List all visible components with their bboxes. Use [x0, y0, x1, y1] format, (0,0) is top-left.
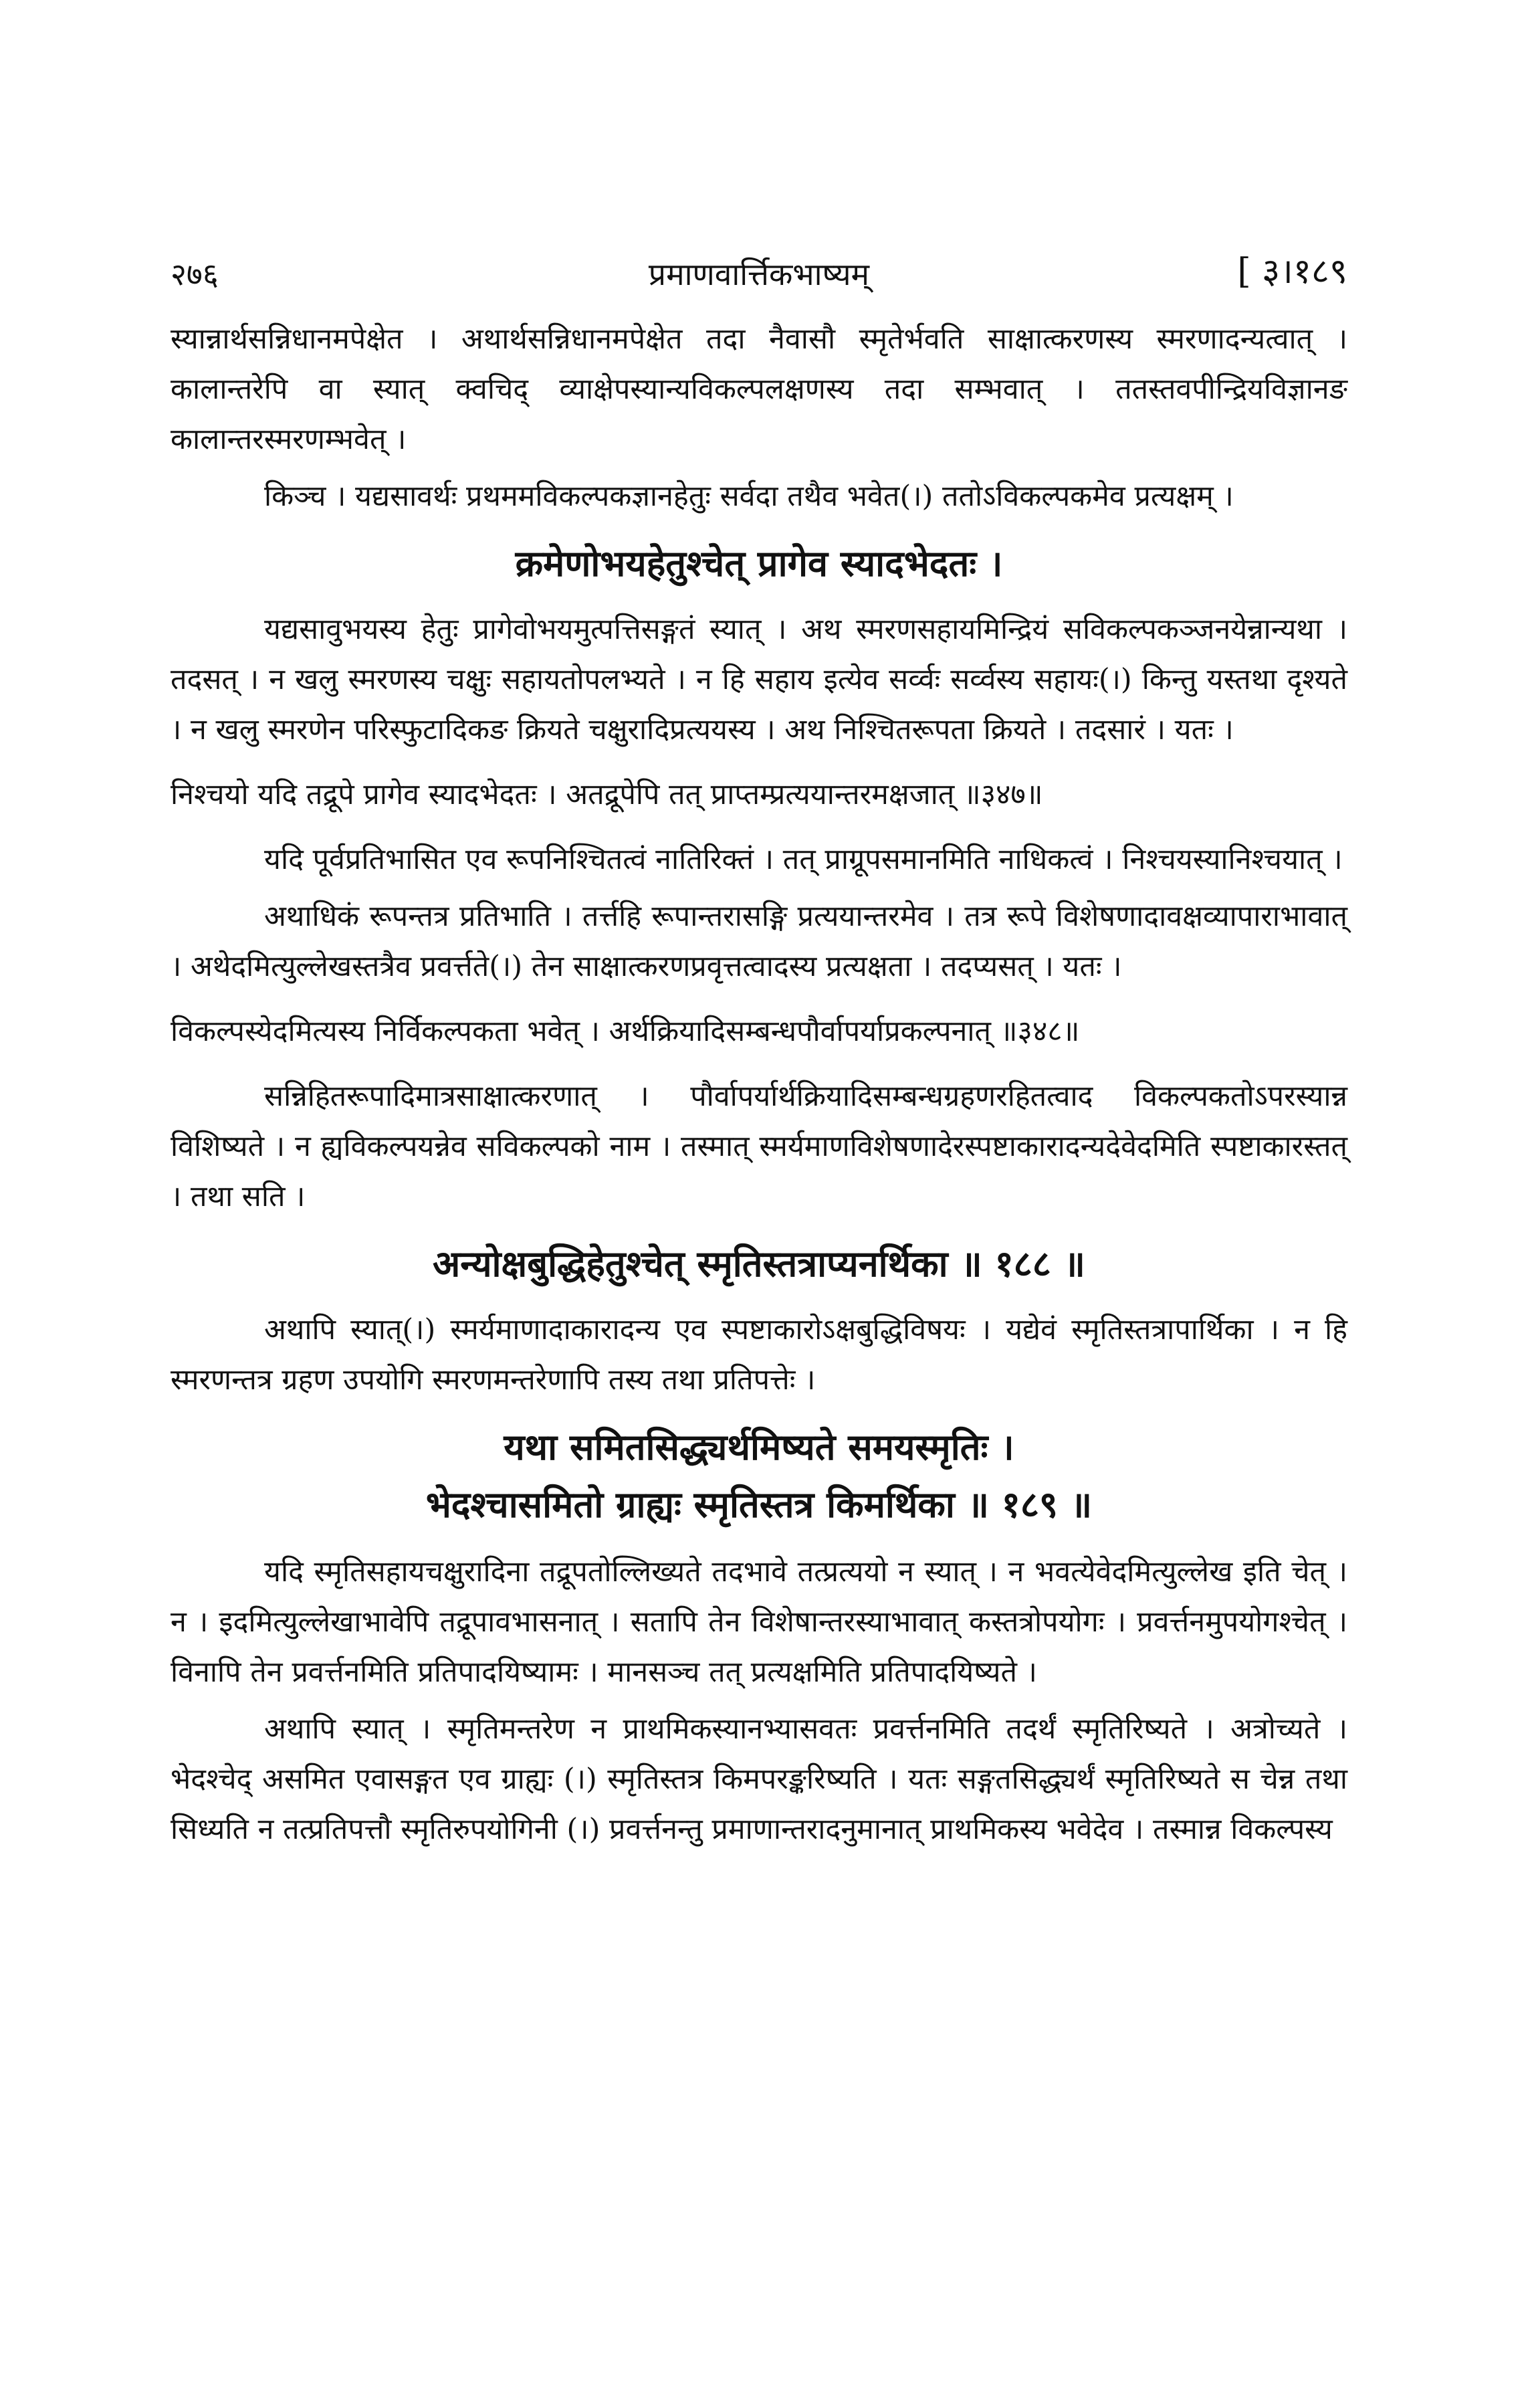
paragraph: अथाधिकं रूपन्तत्र प्रतिभाति । तर्त्तहि रूपान्तरासङ्गि प्रत्ययान्तरमेव । तत्र रूपे विशेषणादावक्षव्यापाराभावात् । अथेदमित्युल्लेखस्तत्रैव प्रवर्त्तते(।) तेन साक्षात्करणप्रवृत्तत्वादस्य प्रत्यक्षता । तदप्यसत् । यतः ।	[171, 900, 1347, 983]
verse-line: विकल्पस्येदमित्यस्य निर्विकल्पकता भवेत् । अर्थक्रियादिसम्बन्धपौर्वापर्याप्रकल्पनात् ॥३४८॥	[171, 1015, 1080, 1048]
section-reference: [ ३।१८९	[1237, 252, 1347, 292]
karika-heading: अन्योक्षबुद्धिहेतुश्चेत् स्मृतिस्तत्राप्यनर्थिका ॥ १८८ ॥	[433, 1242, 1085, 1285]
paragraph: अथापि स्यात्(।) स्मर्यमाणादाकारादन्य एव स्पष्टाकारोऽक्षबुद्धिविषयः । यद्येवं स्मृतिस्तत्रापार्थिका । न हि स्मरणन्तत्र ग्रहण उपयोगि स्मरणमन्तरेणापि तस्य तथा प्रतिपत्तेः ।	[171, 1313, 1347, 1397]
karika-heading-block	[171, 1420, 1347, 1531]
karika-heading: क्रमेणोभयहेतुश्चेत् प्रागेव स्यादभेदतः ।	[515, 542, 1003, 585]
verse-line: निश्चयो यदि तद्रूपे प्रागेव स्यादभेदतः । अतद्रूपेपि तत् प्राप्तम्प्रत्ययान्तरमक्षजात् ॥३४७॥	[171, 778, 1043, 811]
paragraph: यदि पूर्वप्रतिभासित एव रूपनिश्चितत्वं नातिरिक्तं । तत् प्राग्रूपसमानमिति नाधिकत्वं । निश्चयस्यानिश्चयात् ।	[264, 843, 1343, 876]
paragraph: किञ्च । यद्यसावर्थः प्रथममविकल्पकज्ञानहेतुः सर्वदा तथैव भवेत(।) ततोऽविकल्पकमेव प्रत्यक्षम् ।	[264, 480, 1234, 513]
page-number: २७६	[171, 256, 219, 292]
page-body	[171, 314, 1347, 1862]
paragraph: स्यान्नार्थसन्निधानमपेक्षेत । अथार्थसन्निधानमपेक्षेत तदा नैवासौ स्मृतेर्भवति साक्षात्करणस्य स्मरणादन्यत्वात् । कालान्तरेपि वा स्यात् क्वचिद् व्याक्षेपस्यान्यविकल्पलक्षणस्य तदा सम्भवात् । ततस्तवपीन्द्रियविज्ञानङ कालान्तरस्मरणम्भवेत् ।	[171, 322, 1347, 456]
running-title: प्रमाणवार्त्तिकभाष्यम्	[648, 256, 870, 292]
paragraph: यद्यसावुभयस्य हेतुः प्रागेवोभयमुत्पत्तिसङ्गतं स्यात् । अथ स्मरणसहायमिन्द्रियं सविकल्पकञ्जनयेन्नान्यथा । तदसत् । न खलु स्मरणस्य चक्षुः सहायतोपलभ्यते । न हि सहाय इत्येव सर्व्वः सर्व्वस्य सहायः(।) किन्तु यस्तथा दृश्यते । न खलु स्मरणेन परिस्फुटादिकङ क्रियते चक्षुरादिप्रत्ययस्य । अथ निश्चितरूपता क्रियते । तदसारं । यतः ।	[171, 613, 1347, 746]
paragraph: सन्निहितरूपादिमात्रसाक्षात्करणात् । पौर्वापर्यार्थक्रियादिसम्बन्धग्रहणरहितत्वाद विकल्पकतोऽपरस्यान्न विशिष्यते । न ह्यविकल्पयन्नेव सविकल्पको नाम । तस्मात् स्मर्यमाणविशेषणादेरस्पष्टाकारादन्यदेवेदमिति स्पष्टाकारस्तत् । तथा सति ।	[171, 1080, 1347, 1213]
karika-heading-line: यथा समितसिद्ध्यर्थमिष्यते समयस्मृतिः ।	[504, 1425, 1014, 1468]
page-header	[171, 246, 1347, 306]
karika-heading-line: भेदश्चासमितो ग्राह्यः स्मृतिस्तत्र किमर्थिका ॥ १८९ ॥	[425, 1483, 1093, 1526]
paragraph: यदि स्मृतिसहायचक्षुरादिना तद्रूपतोल्लिख्यते तदभावे तत्प्रत्ययो न स्यात् । न भवत्येवेदमित्युल्लेख इति चेत् । न । इदमित्युल्लेखाभावेपि तद्रूपावभासनात् । सतापि तेन विशेषान्तरस्याभावात् कस्तत्रोपयोगः । प्रवर्त्तनमुपयोगश्चेत् । विनापि तेन प्रवर्त्तनमिति प्रतिपादयिष्यामः । मानसञ्च तत् प्रत्यक्षमिति प्रतिपादयिष्यते ।	[171, 1555, 1347, 1689]
paragraph: अथापि स्यात् । स्मृतिमन्तरेण न प्राथमिकस्यानभ्यासवतः प्रवर्त्तनमिति तदर्थं स्मृतिरिष्यते । अत्रोच्यते । भेदश्चेद् असमित एवासङ्गत एव ग्राह्यः (।) स्मृतिस्तत्र किमपरङ्करिष्यति । यतः सङ्गतसिद्ध्यर्थं स्मृतिरिष्यते स चेन्न तथा सिध्यति न तत्प्रतिपत्तौ स्मृतिरुपयोगिनी (।) प्रवर्त्तनन्तु प्रमाणान्तरादनुमानात् प्राथमिकस्य भवेदेव । तस्मान्न विकल्पस्य	[171, 1712, 1347, 1846]
